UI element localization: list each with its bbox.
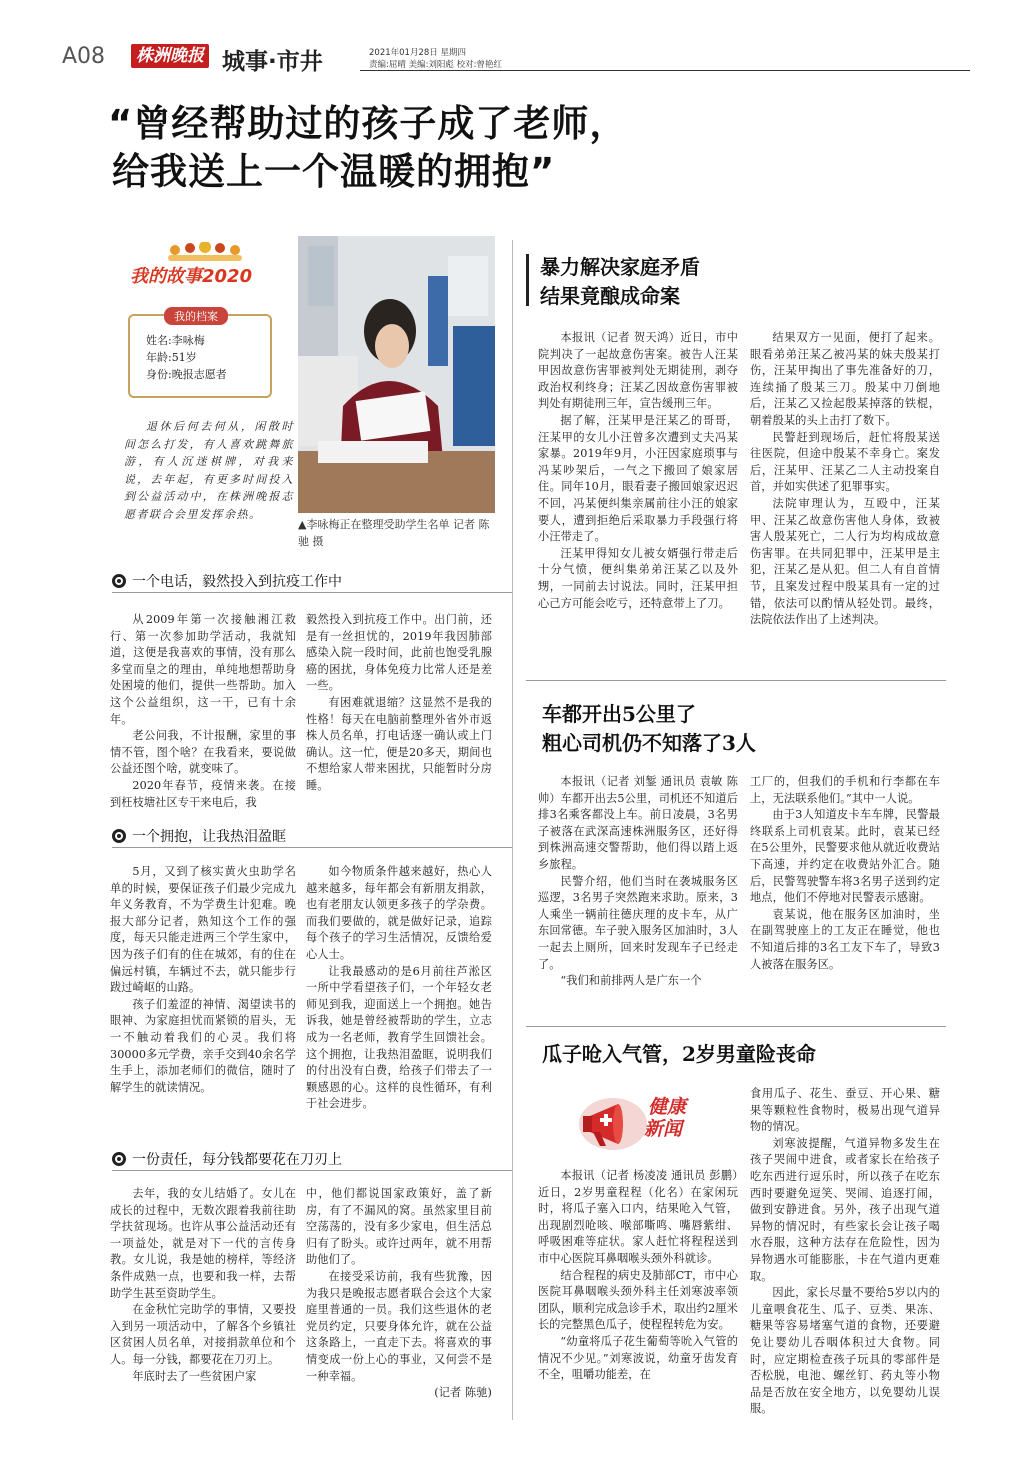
megaphone-icon [578,1094,648,1154]
paragraph: 本报讯（记者 杨凌凌 通讯员 彭鹏）近日，2岁男童程程（化名）在家闲玩时，将瓜子塞入口内，结果呛入气管，出现剧烈呛咳、喉部嘶鸣、嘴唇紫绀、呼吸困难等症状。家人赶忙将程程送到市中心医院耳鼻咽喉头颈外科就诊。 [538,1169,738,1265]
section-heading-1-text: 一个电话，毅然投入到抗疫工作中 [132,574,342,590]
profile-age: 年龄:51岁 [146,351,197,364]
badge-crowd-icon [160,242,250,262]
profile-box [128,310,272,398]
story-badge [130,238,280,298]
section-title: 城事·市井 [222,49,323,75]
section-heading-1 [112,571,342,591]
paragraph: 结合程程的病史及肺部CT，市中心医院耳鼻咽喉头颈外科主任刘寒波率领团队，顺利完成急诊手术，取出约2厘米长的完整黑色瓜子，使程程转危为安。 [538,1268,738,1332]
story-divider [526,1026,946,1027]
story-3-col-2 [750,1086,940,1418]
paragraph: 有困难就退缩？这显然不是我的性格！每天在电脑前整理外省外市返株人员名单，打电话逐一确认或上门确认。这一忙，便是20多天，期间也不想给家人带来困扰，只能暂时分房睡。 [306,695,492,792]
story-2-title [542,700,756,758]
paragraph: 民警介绍，他们当时在袭城服务区巡逻，3名男子突然跑来求助。原来，3人乘坐一辆前往德庆理的皮卡车，从广东回常德。车子驶入服务区加油时，3人一起去上厕所，回来时发现车子已经走了。 [538,874,738,971]
section-1-col-1 [110,612,296,811]
bullet-circle-icon [112,1152,126,1166]
story-1-accent [526,254,529,306]
page-number: A08 [62,44,106,69]
profile-identity: 身份:晚报志愿者 [146,368,227,381]
paper-logo: 株洲晚报 [131,44,209,68]
paragraph: 袁某说，他在服务区加油时，坐在副驾驶座上的工友正在睡觉，他也不知道后排的3名工友下车了，导致3人被落在服务区。 [750,907,940,971]
health-news-badge [578,1090,718,1156]
paragraph: 2020年春节，疫情来袭。在接到枉枝塘社区专干来电后，我 [110,778,296,809]
paragraph: 本报讯（记者 贺天鸿）近日，市中院判决了一起故意伤害案。被告人汪某甲因故意伤害罪被判处无期徒刑，剥夺政治权利终身；汪某乙因故意伤害罪被判处有期徒刑三年，宣告缓刑三年。 [538,331,738,411]
story-3-col-1 [538,1168,738,1384]
byline: (记者 陈驰) [434,1386,492,1400]
section-2-col-2 [306,864,492,1113]
main-headline [108,100,808,196]
story-1-title-line-1: 暴力解决家庭矛盾 [540,255,700,279]
paragraph: 从2009年第一次接触湘江救行、第一次参加助学活动，我就知道，这便是我喜欢的事情，没有那么多堂而皇之的理由，单纯地想帮助身处困境的他们，提供一些帮助。加入这个公益组织，这一干，已有十余年。 [110,613,296,726]
headline-line-2: 给我送上一个温暖的拥抱” [112,150,556,193]
paragraph: 工厂的，但我们的手机和行李都在车上，无法联系他们。”其中一人说。 [750,775,940,805]
story-2-title-line-2: 粗心司机仍不知落了3人 [542,731,756,755]
paragraph: 年底时去了一些贫困户家 [132,1369,257,1383]
section-heading-3-text: 一份责任，每分钱都要花在刀刃上 [132,1152,342,1168]
section-3-col-2 [306,1186,492,1402]
headline-line-1: “曾经帮助过的孩子成了老师， [108,102,628,145]
paragraph: 5月，又到了核实黄火虫助学名单的时候，要保证孩子们最少完成九年义务教育，不为学费生计犯难。晚报大部分记者，熟知这个工作的强度，每天只能走进两三个学生家中，因为孩子们有的住在城郊，有的住在偏远村镇，车辆过不去，就只能步行跋过崎岖的山路。 [110,865,296,995]
section-2-col-1 [110,864,296,1096]
volunteer-photo [298,236,495,513]
paragraph: 法院审理认为，互殴中，汪某甲、汪某乙故意伤害他人身体，致被害人殷某死亡，二人行为均构成故意伤害罪。在共同犯罪中，汪某甲是主犯，汪某乙是从犯。但二人有自首情节，且案发过程中殷某具有一定的过错，依法可以酌情从轻处罚。最终，法院依法作出了上述判决。 [750,496,940,627]
section-divider [112,1170,512,1171]
paragraph: 汪某甲得知女儿被女婿强行带走后十分气愤，便纠集弟弟汪某乙以及外甥，一同前去讨说法。同时，汪某甲担心己方可能会吃亏，还特意带上了刀。 [538,546,738,610]
paragraph: 孩子们羞涩的神情、渴望读书的眼神、为家庭担忧而紧锁的眉头，无一不触动着我们的心灵。我们将30000多元学费，亲手交到40余名学生手上，添加老师们的微信，随时了解学生的就读情况。 [110,997,296,1094]
paragraph: 去年，我的女儿结婚了。女儿在成长的过程中，无数次跟着我前往助学扶贫现场。也许从事公益活动还有一项益处，就是对下一代的言传身教。女儿说，我是她的榜样，等经济条件成熟一点，也要和我一样，去帮助学生甚至资助学生。 [110,1187,296,1300]
paragraph: 毅然投入到抗疫工作中。出门前，还是有一丝担忧的，2019年我因肺部感染入院一段时间，此前也饱受乳腺癌的困扰，身体免疫力比常人还是差一些。 [306,613,492,693]
section-1-col-2 [306,612,492,795]
story-1-col-1 [538,330,738,612]
section-3-col-1 [110,1186,296,1385]
story-2-col-2 [750,774,940,973]
header-date: 2021年01月28日 星期四 [369,48,466,58]
health-badge-line-1: 健康 [648,1096,687,1118]
intro-text: 退休后何去何从，闲散时间怎么打发，有人喜欢跳舞旅游，有人沉迷棋牌，对我来说，去年起，有更多时间投入到公益活动中，在株洲晚报志愿者联合会里发挥余热。 [124,420,294,521]
story-3-title: 瓜子呛入气管，2岁男童险丧命 [542,1042,816,1066]
paragraph: 如今物质条件越来越好，热心人越来越多，每年都会有新朋友捐款，也有老朋友认领更多孩子的学杂费。而我们要做的，就是做好记录，追踪每个孩子的学习生活情况，反馈给爱心人士。 [306,865,492,961]
paragraph: 中，他们都说国家政策好，盖了新房，有了不漏风的窝。虽然家里目前空荡荡的，没有多少家电，但生活总归有了盼头。或许过两年，就不用帮助他们了。 [306,1187,492,1267]
section-divider [112,847,512,848]
story-1-col-2 [750,330,940,629]
story-divider [526,680,946,681]
section-divider [112,592,512,593]
paragraph: 据了解，汪某甲是汪某乙的哥哥，汪某甲的女儿小汪曾多次遭到丈夫冯某家暴。2019年9月，小汪因家庭琐事与冯某吵架后，一气之下搬回了娘家居住。同年10月，眼看妻子搬回娘家迟迟不回，冯某便纠集亲属前往小汪的娘家要人，遭到拒绝后采取暴力手段强行将小汪带走了。 [538,413,738,544]
section-heading-2-text: 一个拥抱，让我热泪盈眶 [132,829,286,845]
paragraph: 由于3人知道皮卡车车牌，民警最终联系上司机袁某。此时，袁某已经在5公里外，民警要求他从就近收费站下高速，并约定在收费站外汇合。随后，民警驾驶警车将3名男子送到约定地点，他们不停地对民警表示感谢。 [750,808,940,905]
story-2-title-line-1: 车都开出5公里了 [542,702,696,726]
header-staff: 责编:屈晴 美编:刘阳彪 校对:曾艳红 [369,60,502,70]
column-divider [512,240,513,1420]
profile-name: 姓名:李咏梅 [146,334,205,347]
paragraph: 刘寒波提醒，气道异物多发生在孩子哭闹中进食，或者家长在给孩子吃东西进行逗乐时，所以孩子在吃东西时要避免逗笑、哭闹、追逐打闹，做到安静进食。另外，孩子出现气道异物的情况时，有些家长会让孩子喝水吞服，这种方法存在危险性，因为异物遇水可能膨胀，卡在气道内更难取。 [750,1136,940,1283]
paragraph: 让我最感动的是6月前往芦淞区一所中学看望孩子们，一个年轻女老师见到我，迎面送上一个拥抱。她告诉我，她是曾经被帮助的学生，立志成为一名老师，教育学生回馈社会。这个拥抱，让我热泪盈眶，说明我们的付出没有白费，给孩子们带去了一颗感恩的心。这样的良性循环，有利于社会进步。 [306,964,492,1111]
profile-title: 我的档案 [164,307,228,325]
paragraph: 在金秋忙完助学的事情，又要投入到另一项活动中，了解各个乡镇社区贫困人员名单，对接捐款单位和个人。每一分钱，都要花在刀刃上。 [110,1303,296,1366]
paragraph: “幼童将瓜子花生葡萄等吮入气管的情况不少见。”刘寒波说，幼童牙齿发育不全，咀嚼功能差，在 [538,1334,738,1382]
paragraph: 老公问我，不计报酬，家里的事情不管，图个啥？在我看来，要说做公益还图个啥，就变味了。 [110,729,296,776]
story-1-title [540,253,700,311]
paragraph: 本报讯（记者 刘錾 通讯员 袁敏 陈帅）车都开出去5公里，司机还不知道后排3名乘客都没上车。前日凌晨，3名男子被落在武深高速株洲服务区，还好得到株洲高速交警帮助，他们得以踏上返乡旅程。 [538,775,738,871]
paragraph: “我们和前排两人是广东一个 [560,974,702,988]
health-badge-line-2: 新闻 [644,1118,683,1140]
header-rule [360,70,970,71]
paragraph: 在接受采访前，我有些犹豫，因为我只是晚报志愿者联合会这个大家庭里普通的一员。我们这些退休的老党员约定，只要身体允许，就在公益这条路上，一直走下去。将喜欢的事情变成一份上心的事业，又何尝不是一种幸福。 [306,1269,492,1383]
paragraph: 食用瓜子、花生、蚕豆、开心果、糖果等颗粒性食物时，极易出现气道异物的情况。 [750,1087,940,1134]
bullet-circle-icon [112,574,126,588]
story-2-col-1 [538,774,738,990]
section-heading-2 [112,826,286,846]
paragraph: 民警赶到现场后，赶忙将殷某送往医院，但途中殷某不幸身亡。案发后，汪某甲、汪某乙二人主动投案自首，并如实供述了犯罪事实。 [750,430,940,494]
story-1-title-line-2: 结果竟酿成命案 [540,284,680,308]
paragraph: 因此，家长尽量不要给5岁以内的儿童喂食花生、瓜子、豆类、果冻、糖果等容易堵塞气道的食物，还要避免让婴幼儿吞咽体积过大食物。同时，应定期检查孩子玩具的零部件是否松脱，电池、螺丝钉、药丸等小物品是否放在安全地方，以免婴幼儿误服。 [750,1286,940,1416]
section-heading-3 [112,1149,342,1169]
badge-title: 我的故事2020 [130,266,253,287]
photo-caption: ▲李咏梅正在整理受助学生名单 记者 陈驰 摄 [298,518,490,548]
paragraph: 结果双方一见面，便打了起来。眼看弟弟汪某乙被冯某的妹夫殷某打伤，汪某甲掏出了事先准备好的刀，连续捅了殷某三刀。殷某中刀倒地后，汪某乙又捡起殷某掉落的铁棍，朝着殷某的头上击打了数下。 [750,331,940,427]
bullet-circle-icon [112,829,126,843]
